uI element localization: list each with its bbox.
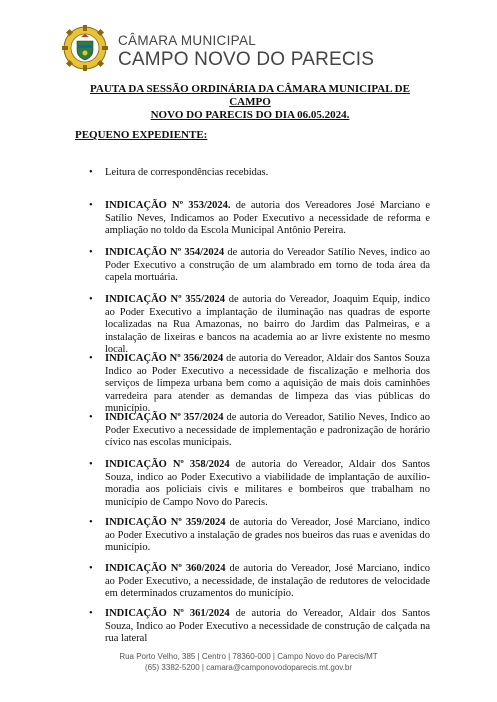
item-text: de autoria do Vereador, Aldair dos Santos Souza Indico ao Poder Executivo a necessidade de fiscalização e melhoria dos serviços de limpeza urbana bem como a aquisição de mais dois caminhões varredeira para atender as demandas de limpeza das vias públicas do município. (105, 353, 430, 414)
section-heading: PEQUENO EXPEDIENTE: (75, 129, 208, 141)
list-item (89, 353, 430, 416)
list-item (89, 412, 430, 450)
bullet-icon: • (89, 353, 93, 364)
item-text: de autoria do Vereador, Aldair dos Santos Souza, Indico ao Poder Executivo a necessidade de construção de calçada na rua lateral (105, 608, 430, 644)
item-text: de autoria do Vereador, José Marciano, indico ao Poder Executivo a instalação de grades nos bueiros das ruas e avenidas do município. (105, 517, 430, 553)
title-line1: PAUTA DA SESSÃO ORDINÁRIA DA CÂMARA MUNICIPAL DE CAMPO (90, 83, 410, 108)
item-title: INDICAÇÃO Nº 360/2024 (105, 563, 226, 574)
item-title: INDICAÇÃO Nº 359/2024 (105, 517, 226, 528)
list-item (89, 167, 430, 180)
list-item (89, 459, 430, 509)
item-text: de autoria do Vereador Satílio Neves, indico ao Poder Executivo a construção de um alambrado em torno de toda área da capela mortuária. (105, 247, 430, 283)
item-title: INDICAÇÃO Nº 357/2024 (105, 412, 224, 423)
bullet-icon: • (89, 167, 93, 178)
item-title: INDICAÇÃO Nº 361/2024 (105, 608, 230, 619)
item-text: de autoria dos Vereadores José Marciano e Satílio Neves, Indicamos ao Poder Executivo a necessidade de reforma e ampliação no toldo da Escola Municipal Antônio Pereira. (105, 200, 430, 236)
item-title: INDICAÇÃO Nº 354/2024 (105, 247, 225, 258)
bullet-icon: • (89, 200, 93, 211)
bullet-icon: • (89, 247, 93, 258)
page-title (70, 83, 430, 122)
bullet-icon: • (89, 459, 93, 470)
bullet-icon: • (89, 412, 93, 423)
list-item (89, 200, 430, 238)
item-text: de autoria do Vereador, Satilio Neves, Indico ao Poder Executivo a necessidade de implementação e padronização de horário cívico nas escolas municipais. (105, 412, 430, 448)
item-text: Leitura de correspondências recebidas. (105, 167, 269, 178)
footer-address: Rua Porto Velho, 385 | Centro | 78360-000 | Campo Novo do Parecis/MT (119, 652, 378, 661)
bullet-icon: • (89, 294, 93, 305)
footer-contact: (65) 3382-5200 | camara@camponovodoparecis.mt.gov.br (144, 663, 353, 672)
bullet-icon: • (89, 517, 93, 528)
item-title: INDICAÇÃO Nº 355/2024 (105, 294, 225, 305)
list-item (89, 247, 430, 285)
org-name-line2: CAMPO NOVO DO PARECIS (118, 49, 375, 70)
letterhead (62, 22, 442, 74)
org-name-line1: CÂMARA MUNICIPAL (118, 33, 257, 48)
list-item (89, 294, 430, 357)
item-title: INDICAÇÃO Nº 353/2024. (105, 200, 231, 211)
municipal-coat-of-arms-icon (62, 25, 108, 71)
title-line2: NOVO DO PARECIS DO DIA 06.05.2024. (150, 109, 350, 121)
item-title: INDICAÇÃO Nº 356/2024 (105, 353, 224, 364)
bullet-icon: • (89, 563, 93, 574)
list-item (89, 517, 430, 555)
page-footer (0, 651, 497, 673)
bullet-icon: • (89, 608, 93, 619)
list-item (89, 563, 430, 601)
item-text: de autoria do Vereador, José Marciano, indico ao Poder Executivo, a necessidade, de instalação de redutores de velocidade em determinados cruzamentos do município. (105, 563, 430, 599)
list-item (89, 608, 430, 646)
item-text: de autoria do Vereador, Aldair dos Santos Souza, indico ao Poder Executivo a viabilidade de implantação de auxílio-moradia aos policiais civis e militares e bombeiros que trabalham no município de Campo Novo do Parecis. (105, 459, 430, 508)
item-title: INDICAÇÃO Nº 358/2024 (105, 459, 230, 470)
item-text: de autoria do Vereador, Joaquim Equip, indico ao Poder Executivo a implantação de iluminação nas quadras de esporte localizadas na Rua Amazonas, no bairro do Jardim das Palmeiras, e a instalação de lixeiras e bancos na academia ao ar livre existente no mesmo local. (105, 294, 430, 355)
